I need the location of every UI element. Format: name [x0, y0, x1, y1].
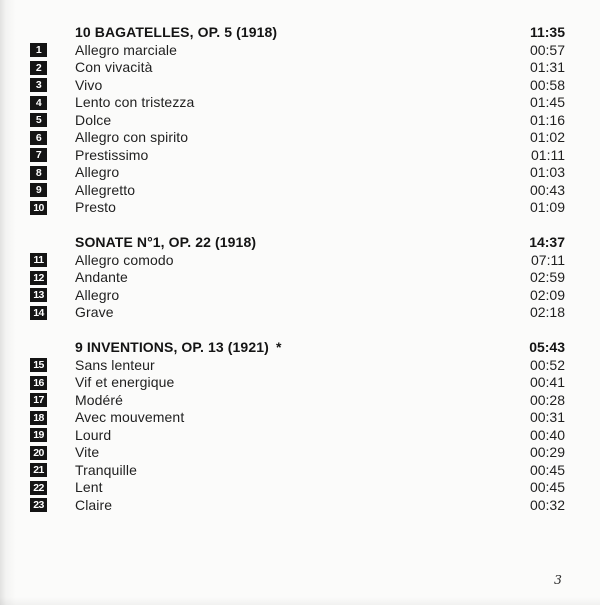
track-number-badge: 10: [30, 201, 47, 215]
track-time: 00:41: [529, 374, 565, 390]
track-row: [30, 392, 565, 410]
track-time: 02:09: [529, 286, 565, 303]
track-number-badge: 21: [30, 463, 47, 477]
track-title: Grave: [75, 304, 114, 320]
track-title: Allegro marciale: [75, 41, 177, 58]
section-total-time: 14:37: [529, 234, 565, 250]
track-title: Presto: [75, 199, 117, 215]
track-title: Con vivacità: [75, 59, 153, 75]
track-row: [30, 374, 565, 392]
section-total-time: 05:43: [529, 339, 565, 355]
track-number-badge: 13: [30, 288, 47, 302]
track-title: Vivo: [75, 76, 103, 93]
track-time: 01:09: [529, 199, 565, 215]
track-title: Lourd: [75, 426, 112, 443]
track-row: [30, 164, 565, 182]
track-row: [30, 182, 565, 200]
track-title: Prestissimo: [75, 146, 149, 163]
track-time: 01:02: [529, 129, 565, 145]
track-title: Lent: [75, 479, 103, 495]
track-number-badge: 5: [30, 113, 47, 127]
track-row: [30, 94, 565, 112]
track-time: 00:28: [529, 391, 565, 408]
track-time: 01:45: [529, 94, 565, 110]
track-time: 00:32: [529, 496, 565, 513]
track-time: 07:11: [531, 251, 565, 268]
track-row: [30, 427, 565, 445]
track-row: [30, 479, 565, 497]
track-title: Vite: [75, 444, 100, 460]
section: [30, 339, 565, 514]
track-row: [30, 462, 565, 480]
section-title: 9 INVENTIONS, OP. 13 (1921) *: [75, 339, 282, 355]
track-number-badge: 23: [30, 498, 47, 512]
track-title: Andante: [75, 269, 128, 285]
section-total-time: 11:35: [529, 24, 565, 40]
track-number-badge: 15: [30, 358, 47, 372]
track-time: 00:45: [529, 461, 565, 478]
track-number-badge: 14: [30, 306, 47, 320]
track-title: Avec mouvement: [75, 409, 185, 425]
section-header-row: [30, 339, 565, 357]
track-number-badge: 17: [30, 393, 47, 407]
track-number-badge: 1: [30, 43, 47, 57]
track-number-badge: 16: [30, 376, 47, 390]
track-time: 00:29: [529, 444, 565, 460]
track-row: [30, 304, 565, 322]
track-title: Allegretto: [75, 181, 136, 198]
track-title: Dolce: [75, 111, 112, 128]
page-number: 3: [554, 572, 562, 587]
track-number-badge: 18: [30, 411, 47, 425]
track-row: [30, 42, 565, 60]
track-row: [30, 252, 565, 270]
track-number-badge: 8: [30, 166, 47, 180]
track-row: [30, 497, 565, 515]
track-time: 02:59: [529, 269, 565, 285]
track-number-badge: 7: [30, 148, 47, 162]
track-number-badge: 6: [30, 131, 47, 145]
track-title: Allegro: [75, 286, 120, 303]
section: [30, 24, 565, 217]
track-time: 01:16: [529, 111, 565, 128]
track-number-badge: 20: [30, 446, 47, 460]
track-number-badge: 19: [30, 428, 47, 442]
track-time: 02:18: [529, 304, 565, 320]
track-time: 01:11: [531, 146, 565, 163]
track-title: Allegro comodo: [75, 251, 174, 268]
section-header-row: [30, 234, 565, 252]
track-time: 01:31: [529, 59, 565, 75]
track-number-badge: 4: [30, 96, 47, 110]
track-time: 00:57: [529, 41, 565, 58]
track-number-badge: 3: [30, 78, 47, 92]
track-number-badge: 11: [30, 253, 47, 267]
track-number-badge: 12: [30, 271, 47, 285]
track-title: Lento con tristezza: [75, 94, 195, 110]
track-row: [30, 112, 565, 130]
tracklist: [30, 24, 565, 532]
track-row: [30, 444, 565, 462]
track-number-badge: 9: [30, 183, 47, 197]
track-number-badge: 2: [30, 61, 47, 75]
scan-edge-shading-bottom: [0, 597, 600, 605]
track-row: [30, 147, 565, 165]
track-number-badge: 22: [30, 481, 47, 495]
track-title: Vif et energique: [75, 374, 175, 390]
track-row: [30, 129, 565, 147]
section-title: SONATE N°1, OP. 22 (1918): [75, 234, 257, 250]
track-title: Sans lenteur: [75, 356, 155, 373]
track-time: 00:45: [529, 479, 565, 495]
track-row: [30, 77, 565, 95]
track-title: Allegro con spirito: [75, 129, 189, 145]
track-time: 00:43: [529, 181, 565, 198]
track-title: Allegro: [75, 164, 120, 180]
track-time: 00:58: [529, 76, 565, 93]
track-row: [30, 357, 565, 375]
track-title: Modéré: [75, 391, 124, 408]
track-title: Claire: [75, 496, 113, 513]
track-time: 00:31: [529, 409, 565, 425]
track-time: 01:03: [529, 164, 565, 180]
track-title: Tranquille: [75, 461, 137, 478]
track-row: [30, 59, 565, 77]
track-row: [30, 287, 565, 305]
track-time: 00:52: [529, 356, 565, 373]
section-header-row: [30, 24, 565, 42]
track-row: [30, 409, 565, 427]
section-title: 10 BAGATELLES, OP. 5 (1918): [75, 24, 278, 40]
scan-edge-shading: [0, 0, 16, 605]
track-time: 00:40: [529, 426, 565, 443]
track-row: [30, 269, 565, 287]
track-row: [30, 199, 565, 217]
section: [30, 234, 565, 322]
